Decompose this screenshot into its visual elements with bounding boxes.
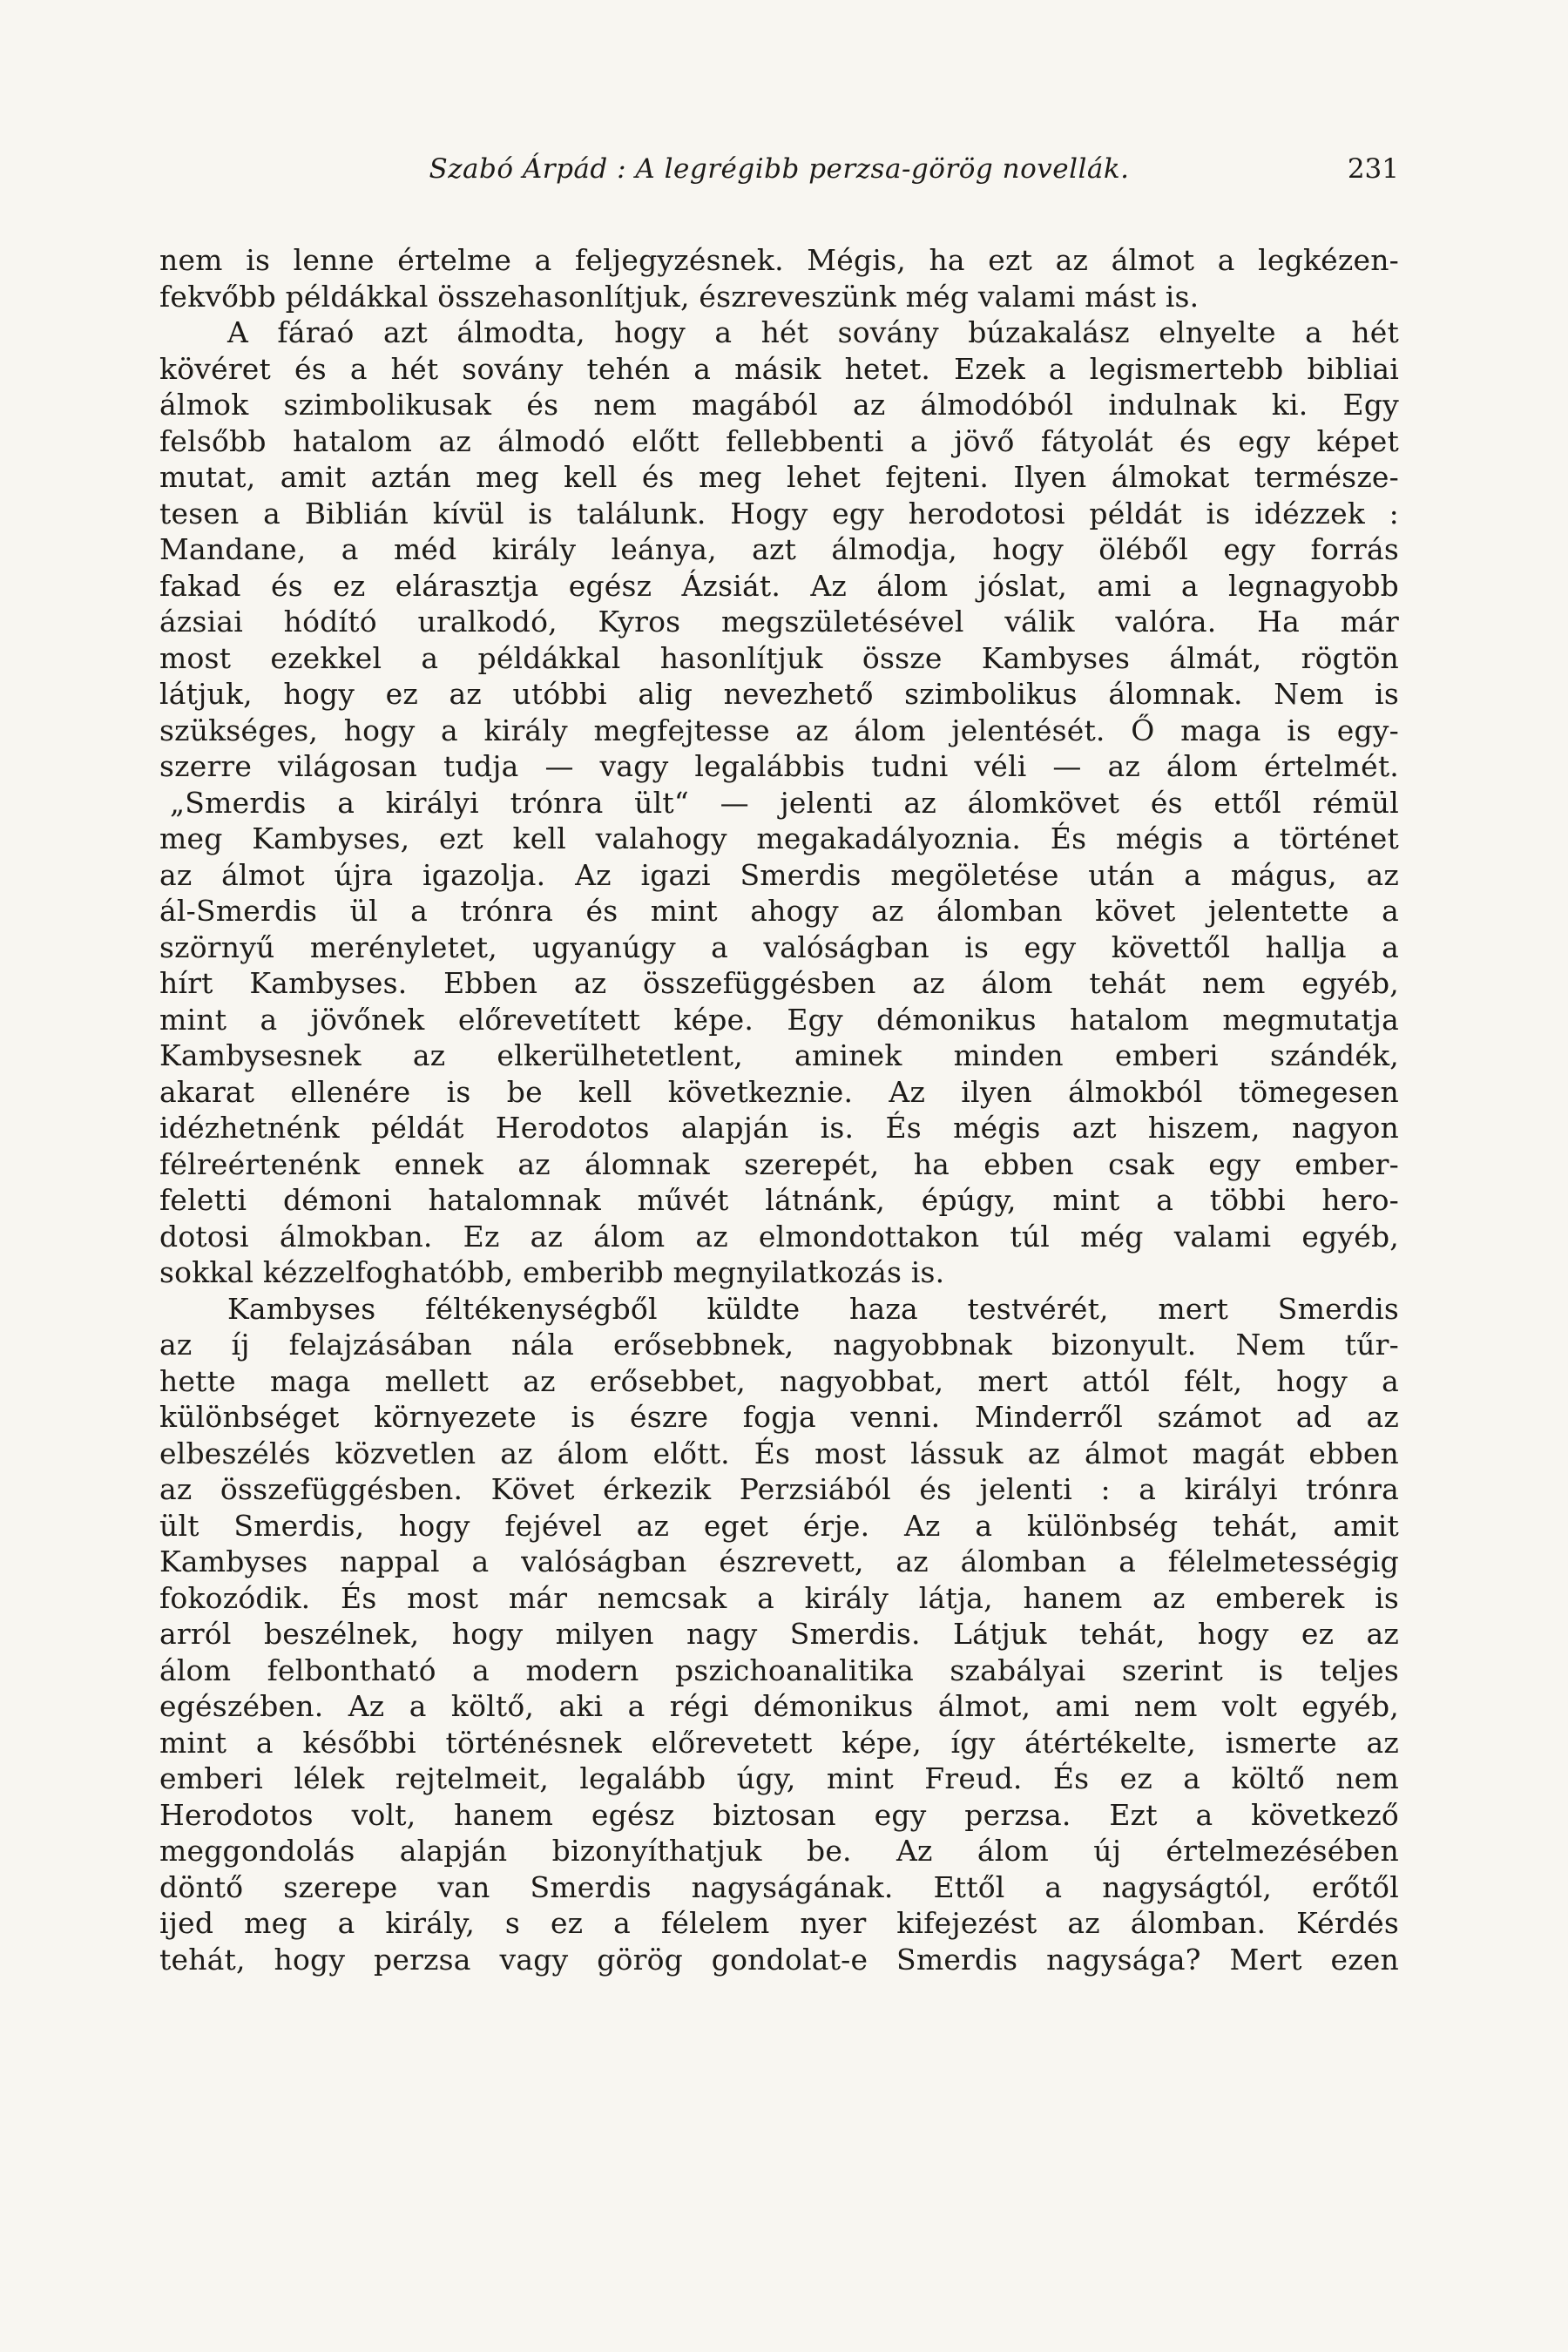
text-line: álmok szimbolikusak és nem magából az álmodóból indulnak ki. Egy (159, 388, 1399, 422)
text-line: A fáraó azt álmodta, hogy a hét sovány búzakalász elnyelte a hét (227, 315, 1399, 349)
text-line: elbeszélés közvetlen az álom előtt. És most lássuk az álmot magát ebben (159, 1436, 1399, 1470)
text-line: egészében. Az a költő, aki a régi démonikus álmot, ami nem volt egyéb, (159, 1689, 1399, 1723)
page-number: 231 (1347, 153, 1399, 185)
text-line: feletti démoni hatalomnak művét látnánk, épúgy, mint a többi hero- (159, 1183, 1399, 1217)
page-header (159, 146, 1399, 199)
text-line: meggondolás alapján bizonyíthatjuk be. Az álom új értelmezésében (159, 1834, 1399, 1868)
text-line: sokkal kézzelfoghatóbb, emberibb megnyilatkozás is. (159, 1255, 945, 1289)
text-line: szörnyű merényletet, ugyanúgy a valóságban is egy követtől hallja a (159, 929, 1399, 964)
body-text (159, 242, 1399, 1977)
text-line: ijed meg a király, s ez a félelem nyer kifejezést az álomban. Kérdés (159, 1906, 1399, 1940)
text-line: mutat, amit aztán meg kell és meg lehet fejteni. Ilyen álmokat természe- (159, 460, 1399, 494)
text-line: Mandane, a méd király leánya, azt álmodja, hogy öléből egy forrás (159, 532, 1399, 566)
text-line: hírt Kambyses. Ebben az összefüggésben az álom tehát nem egyéb, (159, 966, 1399, 1000)
text-line: idézhetnénk példát Herodotos alapján is. És mégis azt hiszem, nagyon (159, 1111, 1399, 1145)
text-line: szerre világosan tudja — vagy legalábbis tudni véli — az álom értelmét. (159, 749, 1399, 783)
text-line: tehát, hogy perzsa vagy görög gondolat-e Smerdis nagysága? Mert ezen (159, 1942, 1399, 1977)
text-line: döntő szerepe van Smerdis nagyságának. Ettől a nagyságtól, erőtől (159, 1869, 1399, 1904)
text-line: az álmot újra igazolja. Az igazi Smerdis megöletése után a mágus, az (159, 857, 1399, 892)
text-line: az összefüggésben. Követ érkezik Perzsiából és jelenti : a királyi trónra (159, 1472, 1399, 1506)
text-line: felsőbb hatalom az álmodó előtt fellebbenti a jövő fátyolát és egy képet (159, 423, 1399, 458)
text-line: ál-Smerdis ül a trónra és mint ahogy az álomban követ jelentette a (159, 894, 1399, 928)
text-line: félreértenénk ennek az álomnak szerepét, ha ebben csak egy ember- (159, 1146, 1399, 1181)
text-line: mint a jövőnek előrevetített képe. Egy démonikus hatalom megmutatja (159, 1002, 1399, 1037)
text-line: fekvőbb példákkal összehasonlítjuk, észreveszünk még valami mást is. (159, 279, 1200, 314)
text-line: álom felbontható a modern pszichoanalitika szabályai szerint is teljes (159, 1652, 1399, 1687)
text-line: Kambyses féltékenységből küldte haza testvérét, mert Smerdis (227, 1291, 1399, 1326)
text-line: most ezekkel a példákkal hasonlítjuk össze Kambyses álmát, rögtön (159, 640, 1399, 675)
running-title: Szabó Árpád : A legrégibb perzsa-görög novellák. (429, 153, 1130, 185)
text-line: tesen a Biblián kívül is találunk. Hogy egy herodotosi példát is idézzek : (159, 496, 1399, 531)
text-line: akarat ellenére is be kell következnie. Az ilyen álmokból tömegesen (159, 1074, 1399, 1109)
text-line: meg Kambyses, ezt kell valahogy megakadályoznia. És mégis a történet (159, 821, 1399, 855)
text-line: „Smerdis a királyi trónra ült“ — jelenti az álomkövet és ettől rémül (170, 785, 1399, 820)
text-line: fakad és ez elárasztja egész Ázsiát. Az álom jóslat, ami a legnagyobb (159, 568, 1399, 603)
text-line: arról beszélnek, hogy milyen nagy Smerdis. Látjuk tehát, hogy ez az (159, 1617, 1399, 1651)
text-line: Kambyses nappal a valóságban észrevett, az álomban a félelmetességig (159, 1544, 1399, 1578)
text-line: nem is lenne értelme a feljegyzésnek. Mégis, ha ezt az álmot a legkézen- (159, 243, 1399, 277)
text-line: Herodotos volt, hanem egész biztosan egy perzsa. Ezt a következő (159, 1797, 1399, 1832)
text-line: emberi lélek rejtelmeit, legalább úgy, mint Freud. És ez a költő nem (159, 1761, 1399, 1795)
text-line: dotosi álmokban. Ez az álom az elmondottakon túl még valami egyéb, (159, 1219, 1399, 1254)
text-line: Kambysesnek az elkerülhetetlent, aminek minden emberi szándék, (159, 1038, 1399, 1072)
text-line: mint a későbbi történésnek előrevetett képe, így átértékelte, ismerte az (159, 1725, 1399, 1760)
text-line: látjuk, hogy ez az utóbbi alig nevezhető szimbolikus álomnak. Nem is (159, 677, 1399, 711)
text-line: fokozódik. És most már nemcsak a király látja, hanem az emberek is (159, 1580, 1399, 1615)
text-line: az íj felajzásában nála erősebbnek, nagyobbnak bizonyult. Nem tűr- (159, 1328, 1399, 1362)
text-line: kövéret és a hét sovány tehén a másik hetet. Ezek a legismertebb bibliai (159, 351, 1399, 386)
text-line: ázsiai hódító uralkodó, Kyros megszületésével válik valóra. Ha már (159, 605, 1399, 639)
text-line: ült Smerdis, hogy fejével az eget érje. Az a különbség tehát, amit (159, 1508, 1399, 1543)
text-line: különbséget környezete is észre fogja venni. Minderről számot ad az (159, 1400, 1399, 1434)
text-line: szükséges, hogy a király megfejtesse az álom jelentését. Ő maga is egy- (159, 713, 1399, 747)
text-line: hette maga mellett az erősebbet, nagyobbat, mert attól félt, hogy a (159, 1363, 1399, 1398)
